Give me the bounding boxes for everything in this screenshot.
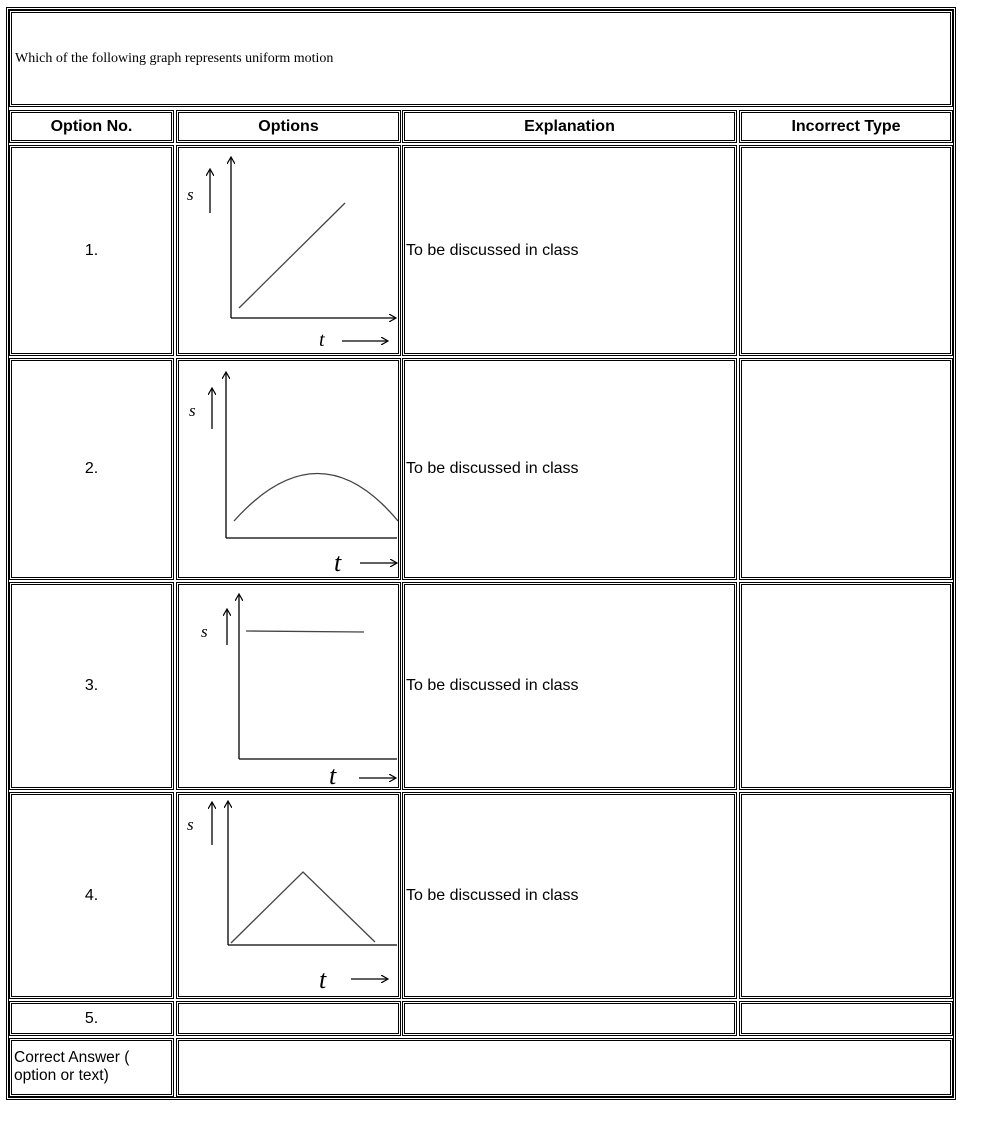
- incorrect-type-3: [739, 582, 953, 790]
- header-options: Options: [176, 110, 401, 143]
- option-number-5: 5.: [9, 1001, 174, 1036]
- option-number-3: 3.: [9, 582, 174, 790]
- question-label: Which of the following graph represents uniform motion: [15, 50, 334, 66]
- graph-curve: [234, 474, 398, 522]
- graph-straight-line-rising: [179, 148, 398, 353]
- graph-line: [246, 631, 364, 632]
- graph-line: [231, 872, 375, 943]
- explanation-4: To be discussed in class: [402, 792, 737, 999]
- header-option-no: Option No.: [9, 110, 174, 143]
- explanation-5: [402, 1001, 737, 1036]
- explanation-1: To be discussed in class: [402, 145, 737, 356]
- incorrect-type-4: [739, 792, 953, 999]
- graph-line: [239, 203, 345, 308]
- header-incorrect-type: Incorrect Type: [739, 110, 953, 143]
- graph-triangle-peak: [179, 795, 398, 996]
- s-label: s: [187, 815, 194, 834]
- incorrect-type-5: [739, 1001, 953, 1036]
- s-label: s: [187, 185, 194, 204]
- option-graph-5: [176, 1001, 401, 1036]
- option-number-1: 1.: [9, 145, 174, 356]
- t-label: t: [334, 548, 342, 577]
- incorrect-type-2: [739, 358, 953, 580]
- header-explanation: Explanation: [402, 110, 737, 143]
- option-number-2: 2.: [9, 358, 174, 580]
- graph-horizontal-line: [179, 585, 398, 787]
- graph-arc-curve: [179, 361, 398, 577]
- t-label: t: [319, 329, 325, 351]
- correct-answer-label: [9, 1038, 174, 1097]
- option-graph-2: [176, 358, 401, 580]
- incorrect-type-1: [739, 145, 953, 356]
- t-label: t: [319, 965, 327, 994]
- s-label: s: [189, 401, 196, 420]
- option-graph-4: [176, 792, 401, 999]
- option-number-4: 4.: [9, 792, 174, 999]
- correct-answer-label-text: Correct Answer ( option or text): [14, 1049, 130, 1084]
- question-text: [9, 10, 953, 107]
- t-label: t: [329, 761, 337, 787]
- option-graph-3: [176, 582, 401, 790]
- correct-answer-value: [176, 1038, 953, 1097]
- explanation-2: To be discussed in class: [402, 358, 737, 580]
- s-label: s: [201, 622, 208, 641]
- option-graph-1: [176, 145, 401, 356]
- explanation-3: To be discussed in class: [402, 582, 737, 790]
